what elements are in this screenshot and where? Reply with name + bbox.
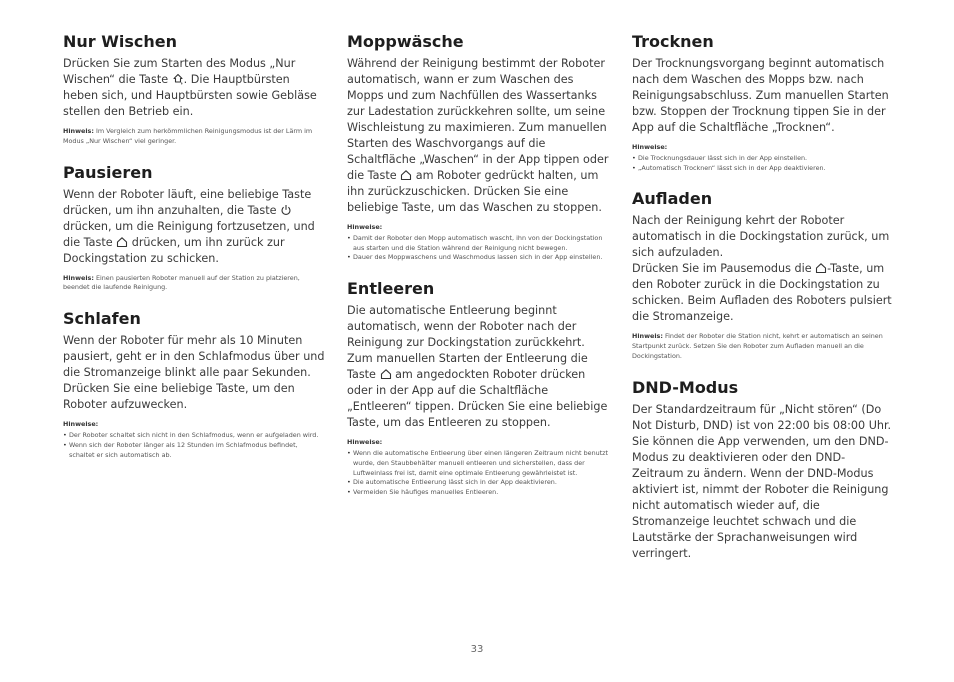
text-part: drücken, um ihn zurück zur Dockingstation zu schicken. (63, 235, 285, 265)
text-part: . Die Hauptbürsten heben sich, und Hauptbürsten sowie Gebläse stellen den Betrieb ein. (63, 73, 317, 118)
note-label: Hinweis: (63, 273, 94, 282)
heading-moppwaesche: Moppwäsche (347, 32, 464, 51)
notes-label: Hinweise: (347, 223, 383, 231)
page-number: 33 (470, 644, 484, 655)
list-item: • Wenn sich der Roboter länger als 12 Stunden im Schlafmodus befindet, schaltet er sich automatisch ab. (63, 441, 325, 461)
section-dnd-modus (632, 378, 894, 562)
list-item: • Der Roboter schaltet sich nicht in den Schlafmodus, wenn er aufgeladen wird. (63, 431, 325, 441)
text-part: Wenn der Roboter läuft, eine beliebige Taste drücken, um ihn anzuhalten, die Taste (63, 187, 312, 217)
text-pausieren (63, 187, 325, 267)
home-icon (400, 169, 412, 181)
column-1 (63, 32, 325, 476)
notes-list-entleeren (347, 449, 609, 498)
text-part: -Taste, um den Roboter zurück in die Dockingstation zu schicken. Beim Aufladen des Roboters pulsiert die Stromanzeige. (632, 262, 892, 324)
notes-label: Hinweise: (63, 420, 99, 429)
note-label: Hinweis: (63, 127, 94, 135)
notes-list-moppwaesche (347, 234, 609, 263)
text-schlafen: Wenn der Roboter für mehr als 10 Minuten pausiert, geht er in den Schlafmodus über und die Stromanzeige blinkt alle paar Sekunden. Drücken Sie eine beliebige Taste, um den Roboter aufzuwecken. (63, 334, 325, 412)
text-part: Drücken Sie im Pausemodus die (632, 262, 812, 276)
text-nur-wischen (63, 56, 325, 120)
home-icon (116, 236, 128, 248)
note-text: Findet der Roboter die Station nicht, kehrt er automatisch an seinen Startpunkt zurück. Setzen Sie den Roboter zum Aufladen manuell an die Dockingstation. (632, 332, 883, 360)
home-icon (380, 368, 392, 380)
notes-label: Hinweise: (632, 143, 668, 151)
heading-schlafen: Schlafen (63, 309, 141, 329)
section-pausieren (63, 163, 325, 294)
note-pausieren (63, 274, 325, 294)
list-item: • Die Trocknungsdauer lässt sich in der App einstellen. (632, 154, 894, 164)
text-aufladen-1: Nach der Reinigung kehrt der Roboter automatisch in die Dockingstation zurück, um sich aufzuladen. (632, 214, 890, 260)
text-part: drücken, um die Reinigung fortzusetzen, und die Taste (63, 219, 315, 249)
heading-nur-wischen: Nur Wischen (63, 32, 178, 51)
text-aufladen-2 (632, 261, 894, 325)
section-trocknen (632, 32, 894, 173)
heading-dnd-modus: DND-Modus (632, 377, 739, 397)
home-icon (815, 262, 827, 274)
section-nur-wischen (63, 32, 325, 147)
text-entleeren (347, 303, 609, 431)
section-schlafen (63, 309, 325, 460)
list-item: • Die automatische Entleerung lässt sich in der App deaktivieren. (347, 478, 609, 488)
notes-list-schlafen (63, 431, 325, 460)
text-part: Die automatische Entleerung beginnt automatisch, wenn der Roboter nach der Reinigung zur Dockingstation zurückkehrt. Zum manuellen Starten der Entleerung die Taste (347, 304, 588, 382)
heading-aufladen: Aufladen (632, 189, 713, 209)
power-icon (280, 204, 292, 216)
note-label: Hinweis: (632, 332, 663, 341)
list-item: • „Automatisch Trocknen“ lässt sich in der App deaktivieren. (632, 164, 894, 174)
text-trocknen: Der Trocknungsvorgang beginnt automatisch nach dem Waschen des Mopps bzw. nach Reinigungsabschluss. Zum manuellen Starten bzw. Stoppen der Trocknung tippen Sie in der App auf die Schaltfläche „Trocknen“. (632, 57, 889, 134)
note-nur-wischen (63, 127, 325, 147)
text-part: am angedockten Roboter drücken oder in der App auf die Schaltfläche „Entleeren“ tippen. Drücken Sie eine beliebige Taste, um das Entleeren zu stoppen. (347, 368, 608, 430)
column-2 (347, 32, 609, 514)
list-item: • Dauer des Moppwaschens und Waschmodus lassen sich in der App einstellen. (347, 253, 609, 263)
heading-entleeren: Entleeren (347, 279, 435, 299)
note-aufladen (632, 332, 894, 361)
text-moppwaesche (347, 56, 609, 216)
column-3 (632, 32, 894, 578)
section-moppwaesche (347, 32, 609, 263)
text-part: Während der Reinigung bestimmt der Roboter automatisch, wann er zum Waschen des Mopps und zum Nachfüllen des Wassertanks zur Ladestation zurückkehren sollte, um seine Wischleistung zu maximieren. Zum manuellen Starten des Waschvorgangs auf die Schaltfläche „Waschen“ in der App tippen oder die Taste (347, 57, 609, 182)
section-entleeren (347, 279, 609, 498)
mop-mode-icon (172, 73, 184, 85)
list-item: • Wenn die automatische Entleerung über einen längeren Zeitraum nicht benutzt wurde, den Staubbehälter manuell entleeren und sicherstellen, dass der Luftweinlass frei ist, damit eine optimale Entleerung gewährleistet ist. (347, 449, 609, 478)
note-text: Im Vergleich zum herkömmlichen Reinigungsmodus ist der Lärm im Modus „Nur Wischen“ viel geringer. (63, 127, 313, 145)
section-aufladen (632, 189, 894, 361)
list-item: • Vermeiden Sie häufiges manuelles Entleeren. (347, 488, 609, 498)
note-text: Einen pausierten Roboter manuell auf der Station zu platzieren, beendet die laufende Reinigung. (63, 273, 300, 292)
text-dnd-modus: Der Standardzeitraum für „Nicht stören“ (Do Not Disturb, DND) ist von 22:00 bis 08:00 Uhr. Sie können die App verwenden, um den DND-Modus zu deaktivieren oder den DND-Zeitraum zu ändern. Wenn der DND-Modus aktiviert ist, nimmt der Roboter die Reinigung nicht automatisch wieder auf, die Stromanzeige leuchtet schwach und die Lautstärke der Sprachanweisungen wird verringert. (632, 402, 892, 560)
heading-trocknen: Trocknen (632, 32, 714, 51)
notes-label: Hinweise: (347, 438, 383, 447)
text-part: am Roboter gedrückt halten, um ihn zurückzuschicken. Drücken Sie eine beliebige Taste, um das Waschen zu stoppen. (347, 169, 602, 214)
notes-list-trocknen (632, 154, 894, 174)
text-part: Drücken Sie zum Starten des Modus „Nur Wischen“ die Taste (63, 57, 296, 86)
list-item: • Damit der Roboter den Mopp automatisch wascht, ihn von der Dockingstation aus starten und die Station während der Reinigung nicht bewegen. (347, 234, 609, 254)
heading-pausieren: Pausieren (63, 162, 153, 182)
